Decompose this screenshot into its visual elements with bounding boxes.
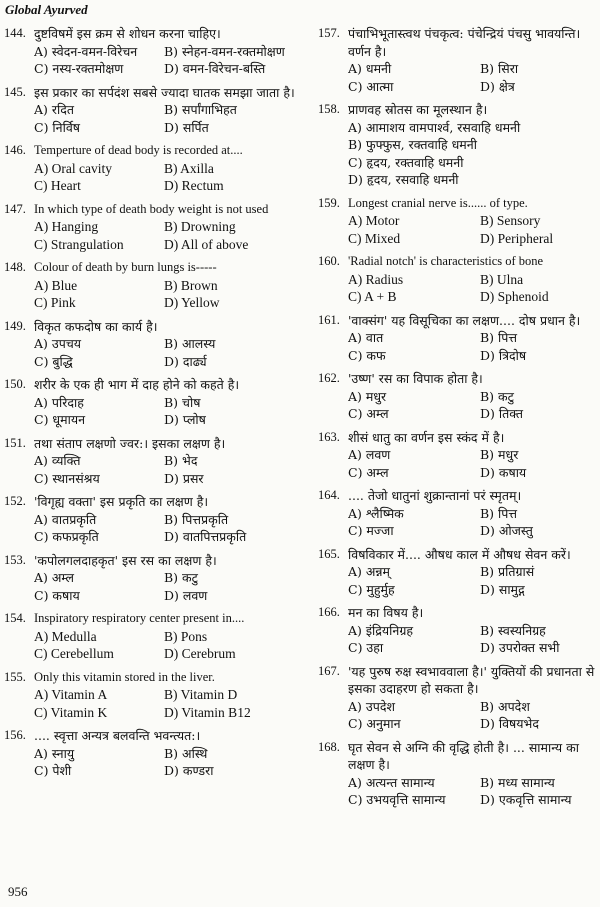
option-d: D) हृदय, रसवाहि धमनी [348,172,459,187]
question-154 [4,610,302,663]
question-text: प्राणवह स्रोतस का मूलस्थान है। [348,102,488,117]
question-152 [4,493,302,546]
option-b: B) अपदेश [480,698,530,714]
question-number: 151. [4,435,26,450]
option-d: D) ओजस्तु [480,523,533,538]
question-text: Only this vitamin stored in the liver. [34,669,215,684]
option-b: B) Axilla [164,160,214,176]
option-b: B) सिरा [480,61,519,76]
question-166 [318,604,598,657]
question-number: 148. [4,260,26,274]
question-159 [318,195,598,248]
question-text: Inspiratory respiratory center present in.... [34,611,245,625]
option-a: A) वात [348,330,384,345]
option-b: B) Brown [164,277,218,293]
option-b: B) Drowning [164,219,236,234]
question-149 [4,318,302,371]
question-158 [318,101,598,189]
option-a: A) स्नायु [34,745,75,761]
question-167 [318,663,598,733]
option-a: A) धमनी [348,61,392,76]
option-b: B) फुफ्फुस, रक्तवाहि धमनी [348,137,477,152]
option-b: B) भेद [164,453,198,468]
question-text: तथा संताप लक्षणो ज्वर:। इसका लक्षण है। [34,435,226,451]
question-number: 149. [4,318,26,333]
option-c: C) A + B [348,289,397,304]
option-b: B) मध्य सामान्य [480,774,555,790]
option-c: C) उहा [348,640,384,655]
option-a: A) वातप्रकृति [34,511,97,527]
left-column [4,25,302,783]
option-c: C) Mixed [348,230,401,246]
option-d: D) All of above [164,236,249,252]
question-162 [318,370,598,423]
option-a: A) उपचय [34,336,82,351]
option-a: A) Hanging [34,219,99,234]
option-d: D) तिक्त [480,406,524,421]
question-148 [4,259,302,312]
question-153 [4,552,302,605]
question-156 [4,727,302,780]
option-a: A) Oral cavity [34,160,112,176]
question-168 [318,739,598,809]
option-b: B) स्वस्यनिग्रह [480,622,546,638]
option-c: C) मज्जा [348,523,394,538]
question-number: 153. [4,552,26,567]
question-number: 146. [4,143,26,157]
option-c: C) धूमायन [34,412,86,427]
question-text: शीसं धातु का वर्णन इस स्कंद में है। [348,429,505,445]
option-d: D) उपरोक्त सभी [480,640,560,655]
question-number: 157. [318,26,340,40]
option-d: D) क्षेत्र [480,78,515,94]
option-b: B) Sensory [480,213,541,228]
option-a: A) परिदाह [34,394,84,410]
question-number: 164. [318,488,340,502]
question-text: In which type of death body weight is not used [34,201,269,216]
option-c: C) उभयवृत्ति सामान्य [348,792,446,807]
option-b: B) अस्थि [164,745,208,761]
option-a: A) अत्यन्त सामान्य [348,774,435,790]
question-text: 'वाक्संग' यह विसूचिका का लक्षण.... दोष प्रधान है। [348,312,581,328]
question-161 [318,312,598,365]
question-163 [318,429,598,482]
option-a: A) लवण [348,447,391,462]
option-a: A) स्वेदन-वमन-विरेचन [34,43,138,59]
question-text: विकृत कफदोष का कार्य है। [34,318,158,334]
question-text: Colour of death by burn lungs is----- [34,260,217,274]
option-b: B) Ulna [480,271,524,287]
option-a: A) Motor [348,213,400,228]
question-number: 161. [318,312,340,327]
question-number: 158. [318,102,340,116]
question-number: 159. [318,195,340,210]
option-d: D) सर्पित [164,119,209,135]
question-150 [4,376,302,429]
option-c: C) अनुमान [348,716,401,731]
question-text: पंचाभिभूतास्त्वथ पंचकृत्व: पंचेन्द्रियं पंचसु भावयन्ति। वर्णन है। [348,26,581,59]
question-number: 162. [318,371,340,385]
option-d: D) त्रिदोष [480,347,527,363]
option-c: C) आत्मा [348,78,394,94]
option-b: B) सर्पांगाभिहत [164,102,237,117]
question-number: 165. [318,546,340,561]
option-d: D) प्रसर [164,470,204,486]
question-number: 144. [4,26,26,40]
option-a: A) Medulla [34,628,97,644]
question-text: इस प्रकार का सर्पदंश सबसे ज्यादा घातक समझा जाता है। [34,84,295,100]
question-number: 163. [318,429,340,444]
option-b: B) Pons [164,628,208,644]
question-number: 168. [318,739,340,754]
question-number: 152. [4,494,26,508]
question-text: शरीर के एक ही भाग में दाह होने को कहते है। [34,377,240,392]
option-d: D) Vitamin B12 [164,704,251,720]
option-d: D) लवण [164,587,208,603]
question-text: विषविकार में.... औषध काल में औषध सेवन करें। [348,546,571,562]
option-d: D) एकवृत्ति सामान्य [480,792,572,807]
question-number: 147. [4,201,26,216]
option-b: B) स्नेहन-वमन-रक्तमोक्षण [164,43,285,59]
option-d: D) Peripheral [480,230,554,246]
option-c: C) Pink [34,295,76,310]
question-text: घृत सेवन से अग्नि की वृद्धि होती है। ... सामान्य का लक्षण है। [348,739,579,772]
question-text: 'विगृह्य वक्ता' इस प्रकृति का लक्षण है। [34,494,209,509]
question-text: Longest cranial nerve is...... of type. [348,195,528,210]
option-b: B) चोष [164,394,201,410]
option-c: C) पेशी [34,763,72,778]
option-d: D) Rectum [164,178,224,193]
question-number: 154. [4,611,26,625]
question-146 [4,142,302,195]
question-text: .... स्वृत्ता अन्यत्र बलवन्ति भवन्त्यत:। [34,728,201,743]
option-c: C) स्थानसंश्रय [34,470,100,486]
option-c: C) Vitamin K [34,704,108,720]
question-number: 145. [4,84,26,99]
question-155 [4,669,302,722]
question-text: मन का विषय है। [348,605,424,620]
question-number: 160. [318,254,340,268]
option-a: A) मधुर [348,388,387,404]
question-165 [318,546,598,599]
question-number: 155. [4,669,26,684]
option-b: B) मधुर [480,447,519,462]
question-145 [4,84,302,137]
option-c: C) Strangulation [34,236,124,252]
option-c: C) निर्विष [34,119,81,135]
option-b: B) पित्त [480,330,518,345]
option-c: C) Heart [34,178,81,193]
question-151 [4,435,302,488]
option-c: C) मुहुर्मुह [348,581,395,597]
question-text: Temperture of dead body is recorded at.... [34,143,243,157]
option-d: D) कषाय [480,464,527,480]
option-c: C) अम्ल [348,406,389,421]
question-text: 'कपोलगलदाहकृत' इस रस का लक्षण है। [34,552,217,568]
option-d: D) विषयभेद [480,716,539,731]
right-column [318,25,598,812]
option-a: A) अन्नम् [348,564,391,579]
option-a: A) अम्ल [34,570,75,585]
option-a: A) श्लैष्मिक [348,505,404,521]
question-164 [318,487,598,540]
option-b: B) कटु [164,570,198,585]
page-number: 956 [8,884,28,899]
option-d: D) प्लोष [164,412,206,427]
option-d: D) दार्ढ्य [164,353,207,369]
option-b: B) प्रतिग्रासं [480,564,535,579]
question-number: 166. [318,605,340,619]
option-a: A) रदित [34,102,74,117]
option-c: C) कफप्रकृति [34,529,99,544]
question-147 [4,201,302,254]
question-number: 150. [4,377,26,391]
option-d: D) वातपित्तप्रकृति [164,529,247,544]
option-b: B) पित्त [480,505,518,521]
option-b: B) पित्तप्रकृति [164,511,229,527]
question-number: 167. [318,663,340,678]
option-c: C) कफ [348,347,386,363]
option-c: C) Cerebellum [34,646,114,661]
option-a: A) Radius [348,271,404,287]
option-a: A) व्यक्ति [34,453,81,468]
question-text: दुष्टविषमें इस क्रम से शोधन करना चाहिए। [34,26,221,41]
option-d: D) कण्डरा [164,763,214,778]
question-number: 156. [4,728,26,742]
option-a: A) Blue [34,277,78,293]
option-a: A) उपदेश [348,698,395,714]
question-text: .... तेजो धातुनां शुक्रान्तानां परं स्मृतम्। [348,488,522,503]
question-text: 'उष्ण' रस का विपाक होता है। [348,371,483,386]
option-d: D) Yellow [164,295,220,310]
option-c: C) अम्ल [348,464,389,480]
option-c: C) कषाय [34,587,80,603]
option-b: B) Vitamin D [164,687,238,702]
option-d: D) सामुद्ग [480,581,525,597]
question-160 [318,253,598,306]
question-text: 'Radial notch' is characteristics of bone [348,254,544,268]
option-a: A) इंद्रियनिग्रह [348,622,414,638]
question-144 [4,25,302,78]
option-b: B) आलस्य [164,336,216,351]
question-text: 'यह पुरुष रुक्ष स्वभाववाला है।' युक्तियों की प्रधानता से इसका उदाहरण हो सकता है। [348,663,595,696]
option-c: C) बुद्धि [34,353,73,369]
running-header: Global Ayurved [5,2,88,17]
option-a: A) आमाशय वामपार्श्व, रसवाहि धमनी [348,119,521,135]
option-c: C) हृदय, रक्तवाहि धमनी [348,154,464,170]
option-d: D) Sphenoid [480,289,549,304]
option-c: C) नस्य-रक्तमोक्षण [34,61,124,76]
option-b: B) कटु [480,388,514,404]
option-d: D) Cerebrum [164,646,236,661]
option-d: D) वमन-विरेचन-बस्ति [164,61,266,76]
option-a: A) Vitamin A [34,687,108,702]
question-157 [318,25,598,95]
